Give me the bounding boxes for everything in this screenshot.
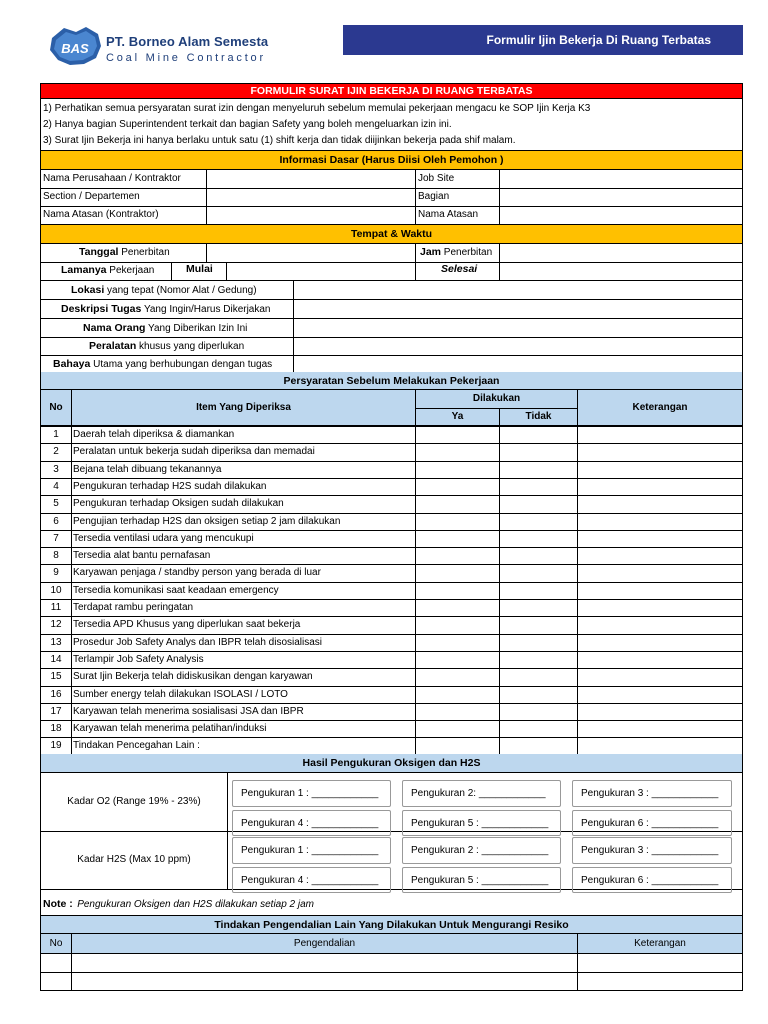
- field-keterangan[interactable]: [578, 703, 742, 720]
- checkbox-tidak[interactable]: [500, 426, 577, 443]
- o2-pengukuran-5[interactable]: Pengukuran 5 : ____________: [402, 810, 561, 836]
- label-tanggal: Tanggal Penerbitan: [79, 246, 170, 258]
- h2s-pengukuran-1[interactable]: Pengukuran 1 : ____________: [232, 837, 391, 864]
- field-peralatan[interactable]: [294, 337, 742, 355]
- tindakan-col-keterangan: Keterangan: [634, 938, 686, 949]
- field-bahaya[interactable]: [294, 355, 742, 372]
- field-keterangan[interactable]: [578, 686, 742, 703]
- checklist-item-text: Tersedia ventilasi udara yang mencukupi: [73, 532, 254, 544]
- checkbox-ya[interactable]: [416, 737, 499, 754]
- note-3: 3) Surat Ijin Bekerja ini hanya berlaku untuk satu (1) shift kerja dan tidak diijinkan bekerja pada shif malam.: [43, 135, 516, 146]
- checkbox-ya[interactable]: [416, 495, 499, 512]
- checkbox-tidak[interactable]: [500, 686, 577, 703]
- field-keterangan[interactable]: [578, 547, 742, 564]
- o2-pengukuran-2[interactable]: Pengukuran 2: ____________: [402, 780, 561, 807]
- col-item: Item Yang Diperiksa: [196, 402, 291, 413]
- h2s-pengukuran-3[interactable]: Pengukuran 3 : ____________: [572, 837, 732, 864]
- tempat-waktu-table: [41, 244, 742, 372]
- persyaratan-header: Persyaratan Sebelum Melakukan Pekerjaan: [41, 372, 742, 390]
- label-bagian: Bagian: [418, 191, 450, 202]
- checklist-no: 16: [50, 688, 62, 700]
- note-text: Pengukuran Oksigen dan H2S dilakukan setiap 2 jam: [77, 899, 315, 910]
- checkbox-ya[interactable]: [416, 703, 499, 720]
- company-logo: [46, 24, 104, 68]
- checkbox-tidak[interactable]: [500, 703, 577, 720]
- label-nama-atasan: Nama Atasan: [418, 209, 479, 220]
- checklist-no: 4: [53, 480, 59, 492]
- label-jam: Jam Penerbitan: [420, 246, 493, 258]
- checklist-item-text: Terlampir Job Safety Analysis: [73, 653, 204, 665]
- checklist-item-text: Bejana telah dibuang tekanannya: [73, 463, 222, 475]
- checklist-no: 15: [50, 671, 62, 683]
- field-keterangan[interactable]: [578, 651, 742, 668]
- checkbox-tidak[interactable]: [500, 720, 577, 737]
- label-peralatan: Peralatan khusus yang diperlukan: [89, 340, 245, 352]
- o2-pengukuran-4[interactable]: Pengukuran 4 : ____________: [232, 810, 391, 836]
- label-lamanya: Lamanya Pekerjaan: [61, 264, 155, 276]
- checkbox-ya[interactable]: [416, 478, 499, 495]
- checkbox-ya[interactable]: [416, 599, 499, 616]
- checklist-no: 11: [50, 602, 62, 613]
- checklist-item-text: Tersedia alat bantu pernafasan: [73, 550, 211, 562]
- checkbox-tidak[interactable]: [500, 582, 577, 599]
- label-mulai: Mulai: [186, 263, 213, 275]
- field-keterangan[interactable]: [578, 564, 742, 581]
- checkbox-ya[interactable]: [416, 564, 499, 581]
- tindakan-table: [41, 934, 742, 991]
- checkbox-ya[interactable]: [416, 461, 499, 478]
- checklist-no: 8: [53, 550, 59, 562]
- field-keterangan[interactable]: [578, 461, 742, 478]
- notes-section: [41, 99, 742, 151]
- field-keterangan[interactable]: [578, 599, 742, 616]
- tindakan-header: Tindakan Pengendalian Lain Yang Dilakukan Untuk Mengurangi Resiko: [41, 915, 742, 934]
- checklist-item-text: Daerah telah diperiksa & diamankan: [73, 429, 235, 440]
- checklist-item-text: Terdapat rambu peringatan: [73, 602, 194, 613]
- field-deskripsi-tugas[interactable]: [294, 299, 742, 318]
- checklist-item-text: Karyawan telah menerima pelatihan/induksi: [73, 723, 267, 735]
- field-selesai[interactable]: [500, 262, 742, 280]
- checkbox-tidak[interactable]: [500, 547, 577, 564]
- checkbox-ya[interactable]: [416, 547, 499, 564]
- checklist-no: 18: [50, 723, 62, 735]
- label-nama-atasan-kontraktor: Nama Atasan (Kontraktor): [43, 209, 159, 220]
- hasil-header: Hasil Pengukuran Oksigen dan H2S: [41, 754, 742, 773]
- checklist-item-text: Surat Ijin Bekerja telah didiskusikan dengan karyawan: [73, 671, 313, 683]
- checklist-item-text: Sumber energy telah dilakukan ISOLASI / LOTO: [73, 688, 288, 700]
- hasil-table: [41, 773, 742, 889]
- checklist-no: 13: [50, 636, 62, 648]
- checkbox-tidak[interactable]: [500, 461, 577, 478]
- checkbox-ya[interactable]: [416, 513, 499, 530]
- field-keterangan[interactable]: [578, 616, 742, 633]
- checkbox-ya[interactable]: [416, 582, 499, 599]
- col-dilakukan: Dilakukan: [472, 393, 521, 404]
- col-no: No: [49, 402, 63, 413]
- label-lokasi: Lokasi yang tepat (Nomor Alat / Gedung): [71, 284, 257, 296]
- checklist-no: 5: [53, 498, 59, 510]
- checklist-no: 10: [50, 584, 62, 596]
- label-nama-orang: Nama Orang Yang Diberikan Izin Ini: [83, 322, 248, 334]
- form-title: FORMULIR SURAT IJIN BEKERJA DI RUANG TERBATAS: [41, 84, 742, 99]
- checklist-item-text: Peralatan untuk bekerja sudah diperiksa dan memadai: [73, 446, 315, 458]
- checkbox-ya[interactable]: [416, 651, 499, 668]
- checklist-item-text: Tersedia APD Khusus yang diperlukan saat bekerja: [73, 619, 301, 631]
- checkbox-tidak[interactable]: [500, 634, 577, 651]
- field-keterangan[interactable]: [578, 634, 742, 651]
- field-jam[interactable]: [500, 244, 742, 262]
- checklist-item-text: Karyawan penjaga / standby person yang berada di luar: [73, 567, 321, 579]
- label-kadar-h2s: Kadar H2S (Max 10 ppm): [77, 854, 191, 865]
- checklist-item-text: Pengukuran terhadap H2S sudah dilakukan: [73, 480, 267, 492]
- checkbox-tidak[interactable]: [500, 599, 577, 616]
- checkbox-ya[interactable]: [416, 616, 499, 633]
- h2s-pengukuran-2[interactable]: Pengukuran 2 : ____________: [402, 837, 561, 864]
- field-keterangan[interactable]: [578, 668, 742, 685]
- document-title: Formulir Ijin Bekerja Di Ruang Terbatas: [343, 25, 743, 55]
- o2-pengukuran-3[interactable]: Pengukuran 3 : ____________: [572, 780, 732, 807]
- checklist-table: [41, 390, 742, 754]
- checkbox-ya[interactable]: [416, 426, 499, 443]
- tindakan-field-1[interactable]: [72, 955, 577, 972]
- checklist-no: 14: [50, 653, 62, 665]
- info-dasar-header: Informasi Dasar (Harus Diisi Oleh Pemohon ): [41, 151, 742, 170]
- checklist-no: 3: [53, 463, 59, 475]
- checkbox-ya[interactable]: [416, 530, 499, 547]
- field-keterangan[interactable]: [578, 737, 742, 754]
- checklist-no: 6: [53, 515, 59, 527]
- field-nama-atasan-kontraktor[interactable]: [207, 206, 415, 224]
- field-keterangan[interactable]: [578, 513, 742, 530]
- checklist-no: 7: [53, 532, 59, 544]
- checkbox-tidak[interactable]: [500, 668, 577, 685]
- checkbox-tidak[interactable]: [500, 651, 577, 668]
- field-lokasi[interactable]: [294, 280, 742, 299]
- checklist-item-text: Pengukuran terhadap Oksigen sudah dilakukan: [73, 498, 284, 510]
- label-job-site: Job Site: [418, 173, 455, 184]
- logo-text: BAS: [61, 41, 89, 56]
- field-keterangan[interactable]: [578, 478, 742, 495]
- checkbox-tidak[interactable]: [500, 564, 577, 581]
- checkbox-ya[interactable]: [416, 668, 499, 685]
- label-nama-perusahaan: Nama Perusahaan / Kontraktor: [43, 173, 181, 184]
- checkbox-tidak[interactable]: [500, 530, 577, 547]
- info-dasar-table: [41, 170, 742, 225]
- o2-pengukuran-6[interactable]: Pengukuran 6 : ____________: [572, 810, 732, 836]
- note-1: 1) Perhatikan semua persyaratan surat izin dengan menyeluruh sebelum memulai pekerjaan mengacu ke SOP Ijin Kerja K3: [43, 103, 591, 114]
- col-keterangan: Keterangan: [632, 402, 688, 413]
- col-tidak: Tidak: [525, 411, 552, 422]
- label-bahaya: Bahaya Utama yang berhubungan dengan tugas: [53, 358, 273, 370]
- tempat-waktu-header: Tempat & Waktu: [41, 225, 742, 244]
- checklist-no: 17: [50, 705, 62, 717]
- field-nama-orang[interactable]: [294, 318, 742, 337]
- checkbox-tidak[interactable]: [500, 443, 577, 460]
- checklist-item-text: Tersedia komunikasi saat keadaan emergency: [73, 584, 279, 596]
- field-keterangan[interactable]: [578, 443, 742, 460]
- field-keterangan[interactable]: [578, 495, 742, 512]
- field-tanggal[interactable]: [207, 244, 415, 262]
- checkbox-tidak[interactable]: [500, 478, 577, 495]
- checkbox-ya[interactable]: [416, 443, 499, 460]
- o2-pengukuran-1[interactable]: Pengukuran 1 : ____________: [232, 780, 391, 807]
- checklist-no: 12: [50, 619, 62, 631]
- h2s-pengukuran-4[interactable]: Pengukuran 4 : ____________: [232, 867, 391, 893]
- field-mulai[interactable]: [227, 262, 415, 280]
- h2s-pengukuran-6[interactable]: Pengukuran 6 : ____________: [572, 867, 732, 893]
- tindakan-col-no: No: [49, 938, 63, 949]
- checklist-no: 2: [53, 446, 59, 458]
- checkbox-tidak[interactable]: [500, 495, 577, 512]
- col-ya: Ya: [451, 411, 464, 422]
- checklist-item-text: Tindakan Pencegahan Lain :: [73, 740, 200, 752]
- field-keterangan[interactable]: [578, 582, 742, 599]
- company-subtitle: Coal Mine Contractor: [106, 52, 266, 64]
- field-keterangan[interactable]: [578, 530, 742, 547]
- checklist-no: 1: [53, 429, 59, 440]
- field-keterangan[interactable]: [578, 426, 742, 443]
- field-bagian[interactable]: [500, 188, 742, 206]
- checkbox-ya[interactable]: [416, 634, 499, 651]
- tindakan-field-2[interactable]: [72, 973, 577, 991]
- label-section: Section / Departemen: [43, 191, 140, 202]
- label-selesai: Selesai: [441, 263, 478, 275]
- label-kadar-o2: Kadar O2 (Range 19% - 23%): [67, 796, 201, 807]
- note-row: [41, 892, 742, 914]
- checklist-no: 19: [50, 740, 62, 752]
- label-deskripsi-tugas: Deskripsi Tugas Yang Ingin/Harus Dikerjakan: [61, 303, 271, 315]
- field-keterangan[interactable]: [578, 720, 742, 737]
- field-nama-atasan[interactable]: [500, 206, 742, 224]
- checkbox-tidak[interactable]: [500, 737, 577, 754]
- note-label: Note :: [43, 898, 73, 910]
- tindakan-col-pengendalian: Pengendalian: [293, 938, 356, 949]
- field-job-site[interactable]: [500, 170, 742, 188]
- checklist-item-text: Pengujian terhadap H2S dan oksigen setiap 2 jam dilakukan: [73, 515, 341, 527]
- checklist-item-text: Karyawan telah menerima sosialisasi JSA dan IBPR: [73, 705, 304, 717]
- field-nama-perusahaan[interactable]: [207, 170, 415, 188]
- checkbox-ya[interactable]: [416, 686, 499, 703]
- checkbox-tidak[interactable]: [500, 616, 577, 633]
- checkbox-ya[interactable]: [416, 720, 499, 737]
- checklist-item-text: Prosedur Job Safety Analys dan IBPR telah disosialisasi: [73, 636, 323, 648]
- note-2: 2) Hanya bagian Superintendent terkait dan bagian Safety yang boleh mengeluarkan izin ini.: [43, 119, 452, 130]
- permit-form: [40, 83, 743, 991]
- company-name: PT. Borneo Alam Semesta: [106, 34, 269, 49]
- h2s-pengukuran-5[interactable]: Pengukuran 5 : ____________: [402, 867, 561, 893]
- field-section[interactable]: [207, 188, 415, 206]
- checkbox-tidak[interactable]: [500, 513, 577, 530]
- checklist-no: 9: [53, 567, 59, 579]
